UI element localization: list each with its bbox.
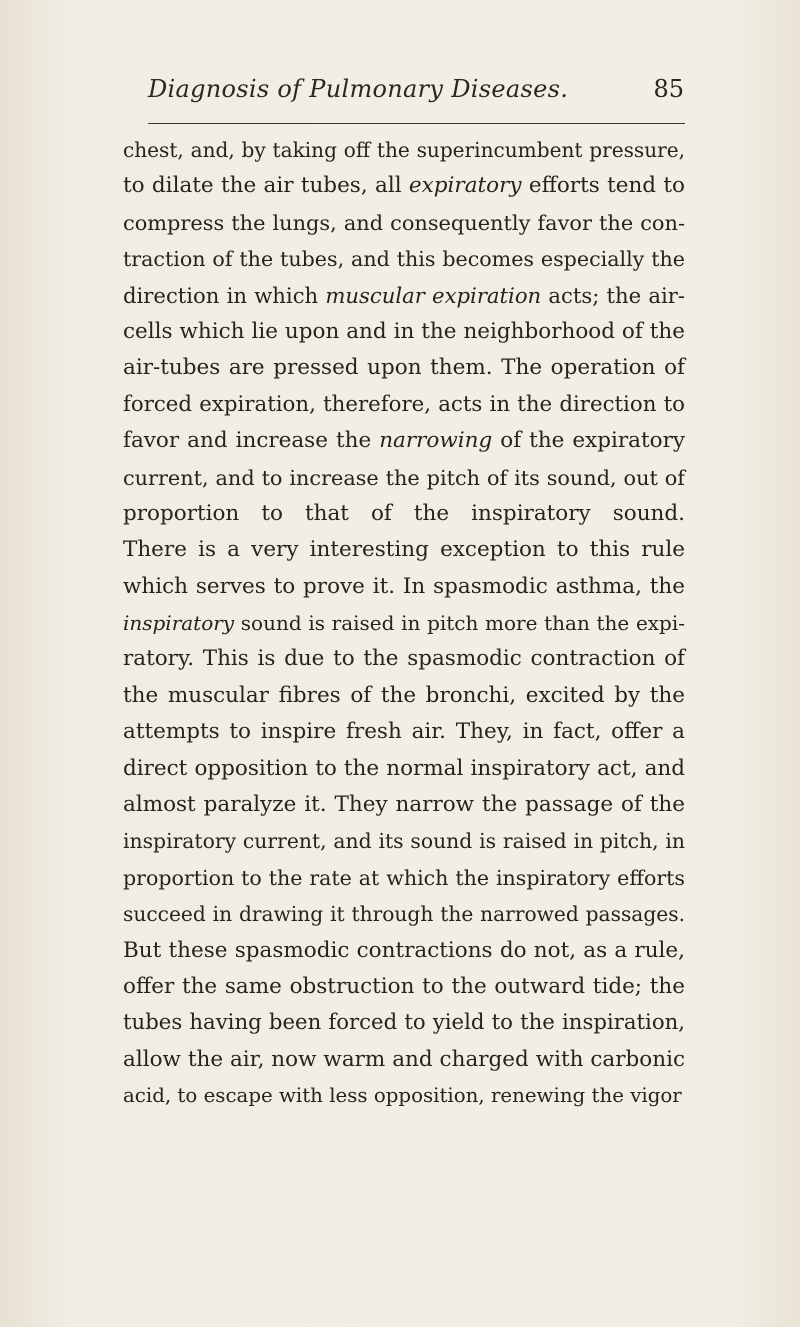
text-segment: But these spasmodic contractions do not, as a rule, — [123, 937, 685, 963]
running-head — [148, 75, 684, 115]
text-line — [123, 423, 685, 459]
text-segment: proportion to that of the inspiratory sound. — [123, 500, 685, 526]
text-segment: air-tubes are pressed upon them. The operation of — [123, 355, 685, 381]
italic-text: expiratory — [408, 173, 522, 199]
text-line — [123, 1078, 685, 1114]
text-line — [123, 860, 685, 896]
text-line — [123, 787, 685, 823]
running-head-title: Diagnosis of Pulmonary Diseases. — [148, 75, 569, 103]
text-line — [123, 678, 685, 714]
text-line — [123, 532, 685, 568]
text-segment: attempts to inspire fresh air. They, in fact, offer a — [123, 719, 685, 745]
text-line — [123, 278, 685, 314]
text-segment: current, and to increase the pitch of its sound, out of — [123, 465, 685, 490]
text-line — [123, 387, 685, 423]
text-line — [123, 641, 685, 677]
text-segment: acts; the air- — [541, 282, 685, 308]
text-line — [123, 496, 685, 532]
text-line — [123, 168, 685, 204]
text-line — [123, 205, 685, 241]
text-line — [123, 241, 685, 277]
text-segment: cells which lie upon and in the neighborhood of the — [123, 318, 685, 344]
text-line — [123, 605, 685, 641]
text-line — [123, 350, 685, 386]
page-number: 85 — [653, 75, 684, 103]
text-line — [123, 969, 685, 1005]
text-segment: to dilate the air tubes, all — [123, 173, 409, 199]
text-segment: direct opposition to the normal inspiratory act, and — [123, 755, 685, 781]
body-text — [123, 132, 685, 1115]
text-segment: chest, and, by taking off the superincumbent pressure, — [123, 138, 685, 162]
text-line — [123, 751, 685, 787]
text-segment: There is a very interesting exception to this rule — [123, 537, 685, 563]
italic-text: inspiratory — [123, 611, 235, 636]
header-rule — [148, 123, 685, 124]
text-segment: allow the air, now warm and charged with carbonic — [123, 1046, 685, 1072]
text-line — [123, 314, 685, 350]
text-segment: almost paralyze it. They narrow the passage of the — [123, 792, 685, 818]
italic-text: narrowing — [379, 428, 493, 454]
text-line — [123, 460, 685, 496]
text-segment: proportion to the rate at which the inspiratory efforts — [123, 865, 685, 890]
text-line — [123, 1005, 685, 1041]
italic-text: muscular expiration — [325, 282, 542, 308]
text-segment: acid, to escape with less opposition, renewing the vigor — [123, 1084, 682, 1108]
text-segment: offer the same obstruction to the outward tide; the — [123, 973, 685, 999]
text-segment: sound is raised in pitch more than the expi- — [234, 611, 685, 636]
text-segment: succeed in drawing it through the narrowed passages. — [123, 902, 685, 927]
text-segment: ratory. This is due to the spasmodic contraction of — [123, 646, 685, 672]
text-segment: compress the lungs, and consequently favor the con- — [123, 210, 685, 235]
text-segment: tubes having been forced to yield to the inspiration, — [123, 1010, 685, 1036]
text-segment: the muscular fibres of the bronchi, excited by the — [123, 682, 685, 708]
text-segment: efforts tend to — [521, 173, 685, 199]
text-segment: inspiratory current, and its sound is raised in pitch, in — [123, 829, 685, 854]
text-line — [123, 823, 685, 859]
text-line — [123, 714, 685, 750]
text-line — [123, 896, 685, 932]
text-line — [123, 933, 685, 969]
text-segment: direction in which — [123, 282, 326, 308]
text-segment: of the expiratory — [492, 428, 685, 454]
text-line — [123, 569, 685, 605]
text-segment: favor and increase the — [123, 428, 380, 454]
text-segment: forced expiration, therefore, acts in the direction to — [123, 391, 685, 417]
text-line — [123, 1042, 685, 1078]
text-segment: traction of the tubes, and this becomes especially the — [123, 247, 685, 272]
text-segment: which serves to prove it. In spasmodic asthma, the — [123, 573, 685, 599]
text-line — [123, 132, 685, 168]
